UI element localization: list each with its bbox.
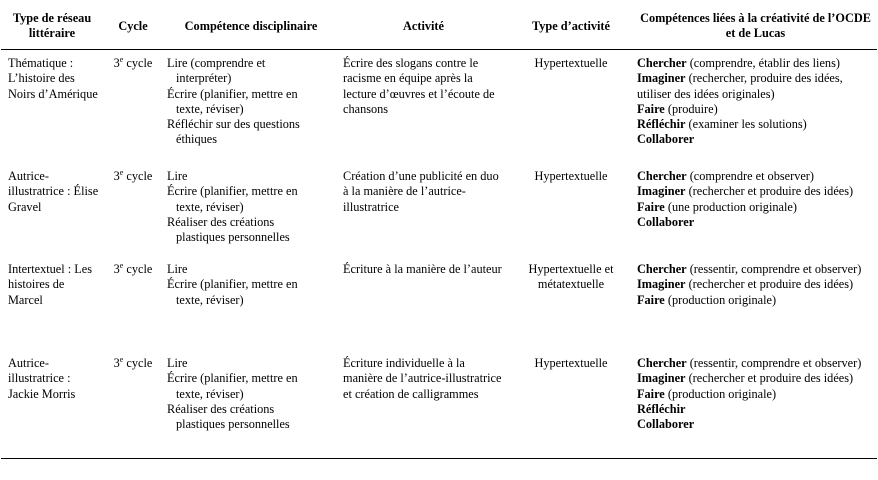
competence-item: Écrire (planifier, mettre en: [167, 277, 298, 292]
cell-activite: Écrire des slogans contre le racisme en équipe après la lecture d’œuvres et l’écoute de chansons: [343, 56, 495, 116]
type-prefix: Autrice-: [8, 169, 49, 183]
creativite-keyword: Faire: [637, 101, 665, 116]
creativite-keyword: Faire: [637, 292, 665, 307]
cell-type-activite: Hypertextuelle: [534, 56, 608, 70]
cell-creativite: [634, 50, 877, 165]
cell-type-activite: Hypertextuelle et métatextuelle: [528, 262, 614, 292]
cell-type: [1, 50, 103, 165]
creativite-detail: (ressentir, comprendre et observer): [686, 262, 862, 276]
creativite-detail: (rechercher et produire des idées): [685, 277, 854, 292]
creativite-keyword: Imaginer: [637, 184, 686, 199]
creativite-item: [637, 277, 873, 292]
cell-type: [1, 164, 103, 256]
header-cycle: Cycle: [103, 0, 163, 50]
table-row: [1, 256, 877, 349]
creativite-item: [637, 215, 873, 230]
competence-item: Écrire (planifier, mettre en: [167, 86, 298, 101]
creativite-keyword: Réfléchir: [637, 117, 686, 132]
creativite-item: [637, 371, 873, 386]
type-name: illustratrice : Jackie Morris: [8, 371, 76, 401]
competence-item-continued: plastiques personnelles: [176, 230, 290, 245]
competence-item: Lire (comprendre et: [167, 56, 266, 70]
competencies-table: [1, 0, 877, 459]
competence-item: Lire: [167, 169, 188, 183]
cell-competence: [163, 164, 339, 256]
table-row: [1, 349, 877, 459]
creativite-keyword: Réfléchir: [637, 401, 686, 416]
cycle-ordinal: e: [119, 54, 124, 64]
cell-activite: Écriture individuelle à la manière de l’autrice-illustratrice et création de calligrammes: [339, 349, 508, 459]
creativite-detail: (ressentir, comprendre et observer): [686, 356, 862, 370]
cycle-word: cycle: [126, 356, 153, 370]
cell-type: [1, 256, 103, 349]
creativite-keyword: Chercher: [637, 56, 687, 70]
creativite-item: [637, 117, 873, 132]
creativite-item: [637, 293, 873, 308]
creativite-keyword: Chercher: [637, 356, 687, 370]
cell-cycle: [103, 50, 163, 165]
table-header-row: [1, 0, 877, 50]
cell-creativite: [634, 164, 877, 256]
creativite-item: [637, 102, 873, 117]
creativite-item: [637, 262, 873, 277]
competence-item: Lire: [167, 262, 188, 276]
creativite-keyword: Imaginer: [637, 371, 686, 386]
type-name: Les histoires de Marcel: [8, 262, 93, 307]
cell-cycle: [103, 164, 163, 256]
creativite-item: [637, 387, 873, 402]
creativite-item: [637, 56, 873, 71]
competence-item: Écrire (planifier, mettre en: [167, 371, 298, 386]
cycle-ordinal: e: [119, 260, 124, 270]
cycle-number: 3: [113, 56, 120, 70]
creativite-keyword: Faire: [637, 199, 665, 214]
creativite-item: [637, 132, 873, 147]
cell-type: [1, 349, 103, 459]
creativite-detail: (rechercher et produire des idées): [685, 371, 854, 386]
creativite-keyword: Faire: [637, 386, 665, 401]
creativite-detail: (production originale): [664, 386, 777, 401]
creativite-detail: (comprendre et observer): [686, 169, 814, 183]
cell-creativite: [634, 349, 877, 459]
cell-cycle: [103, 349, 163, 459]
cell-creativite: [634, 256, 877, 349]
cycle-word: cycle: [126, 169, 153, 183]
header-competence: Compétence disciplinaire: [163, 0, 339, 50]
creativite-keyword: Chercher: [637, 169, 687, 183]
creativite-item: [637, 184, 873, 199]
creativite-keyword: Collaborer: [637, 132, 695, 147]
cell-competence: [163, 50, 339, 165]
cycle-number: 3: [113, 356, 120, 370]
creativite-keyword: Chercher: [637, 262, 687, 276]
cell-activite: Création d’une publicité en duo à la manière de l’autrice-illustratrice: [343, 169, 499, 214]
cell-activite: Écriture à la manière de l’auteur: [343, 262, 502, 276]
creativite-keyword: Collaborer: [637, 214, 695, 229]
creativite-detail: (comprendre, établir des liens): [686, 56, 840, 70]
type-name: L’histoire des Noirs d’Amérique: [8, 71, 98, 101]
cell-type-activite: Hypertextuelle: [508, 349, 634, 459]
cell-competence: [163, 349, 339, 459]
type-prefix: Thématique :: [8, 56, 74, 70]
creativite-keyword: Collaborer: [637, 417, 695, 432]
header-activite: Activité: [339, 0, 508, 50]
competence-item: Réaliser des créations: [167, 214, 275, 229]
competence-item: Réaliser des créations: [167, 401, 275, 416]
table-row: [1, 164, 877, 256]
cycle-ordinal: e: [119, 354, 124, 364]
header-type: Type de réseau littéraire: [1, 0, 103, 50]
competence-item-continued: texte, réviser): [176, 199, 244, 214]
creativite-detail: (rechercher et produire des idées): [685, 184, 854, 199]
header-type-activite: Type d’activité: [508, 0, 634, 50]
competence-item-continued: éthiques: [176, 132, 217, 147]
competence-item-continued: plastiques personnelles: [176, 417, 290, 432]
competence-item: Réfléchir sur des questions: [167, 117, 300, 132]
creativite-item: [637, 71, 873, 102]
creativite-detail: (une production originale): [664, 199, 797, 214]
cycle-word: cycle: [126, 56, 153, 70]
creativite-detail: (rechercher, produire des idées, utiliser des idées originales): [637, 71, 843, 101]
creativite-keyword: Imaginer: [637, 71, 686, 86]
cell-cycle: [103, 256, 163, 349]
creativite-item: [637, 200, 873, 215]
type-prefix: Autrice-: [8, 356, 49, 370]
competence-item-continued: texte, réviser): [176, 386, 244, 401]
type-prefix: Intertextuel :: [8, 262, 72, 276]
competence-item-continued: texte, réviser): [176, 292, 244, 307]
competence-item-continued: texte, réviser): [176, 101, 244, 116]
creativite-detail: (examiner les solutions): [685, 117, 807, 132]
cycle-number: 3: [113, 169, 120, 183]
creativite-detail: (produire): [664, 101, 718, 116]
competence-item-continued: interpréter): [176, 71, 232, 86]
competence-item: Lire: [167, 356, 188, 370]
cycle-number: 3: [113, 262, 120, 276]
type-name: illustratrice : Élise Gravel: [8, 184, 99, 214]
table-row: [1, 50, 877, 165]
creativite-item: [637, 356, 873, 371]
creativite-item: [637, 169, 873, 184]
cell-competence: [163, 256, 339, 349]
creativite-item: [637, 417, 873, 432]
competence-item: Écrire (planifier, mettre en: [167, 184, 298, 199]
creativite-detail: (production originale): [664, 292, 777, 307]
cycle-ordinal: e: [119, 167, 124, 177]
creativite-item: [637, 402, 873, 417]
cell-type-activite: Hypertextuelle: [534, 169, 608, 183]
creativite-keyword: Imaginer: [637, 277, 686, 292]
cycle-word: cycle: [126, 262, 153, 276]
header-creativite: Compétences liées à la créativité de l’OCDE et de Lucas: [634, 0, 877, 50]
